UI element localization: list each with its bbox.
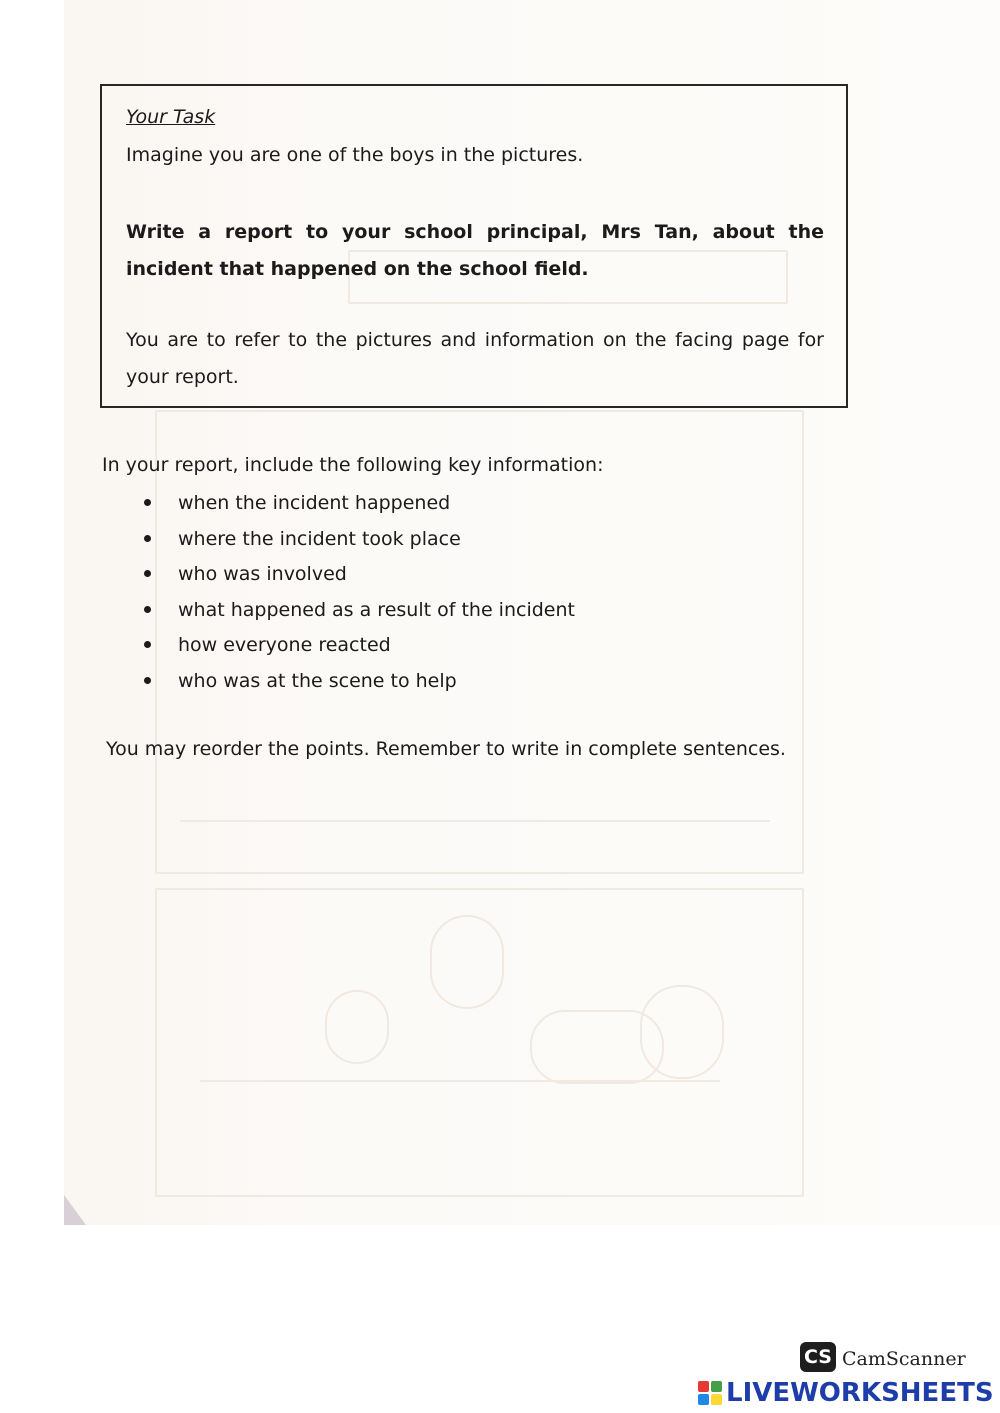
task-refer-note: You are to refer to the pictures and information on the facing page for your report. — [126, 329, 824, 388]
logo-tile — [711, 1381, 722, 1392]
task-intro: Imagine you are one of the boys in the pictures. — [126, 144, 584, 166]
showthrough-line — [180, 820, 770, 822]
showthrough-figure — [325, 990, 389, 1064]
list-item — [140, 595, 575, 631]
list-item-text: how everyone reacted — [178, 634, 391, 657]
list-item-text: who was involved — [178, 563, 347, 586]
logo-tile — [711, 1394, 722, 1405]
liveworksheets-watermark: LIVEWORKSHEETS — [726, 1378, 994, 1408]
bullet-icon — [144, 570, 151, 577]
key-info-list — [140, 488, 575, 702]
list-item — [140, 666, 575, 702]
list-item — [140, 524, 575, 560]
list-item — [140, 630, 575, 666]
task-title: Your Task — [126, 106, 216, 128]
list-item-text: when the incident happened — [178, 492, 451, 514]
showthrough-figure — [430, 915, 504, 1009]
task-instruction: Write a report to your school principal, Mrs Tan, about the incident that happened on the school field. — [126, 221, 824, 280]
task-box — [100, 84, 848, 408]
closing-instruction: You may reorder the points. Remember to write in complete sentences. — [106, 738, 786, 760]
bullet-icon — [144, 499, 151, 506]
key-info-intro: In your report, include the following key information: — [102, 454, 604, 476]
list-item-text: what happened as a result of the incident — [178, 598, 575, 621]
list-item-text: who was at the scene to help — [178, 669, 457, 692]
list-item — [140, 559, 575, 595]
bullet-icon — [144, 606, 151, 613]
list-item — [140, 488, 575, 524]
logo-tile — [698, 1381, 709, 1392]
camscanner-watermark: CamScanner — [842, 1348, 966, 1370]
showthrough-figure — [640, 985, 724, 1079]
camscanner-logo-icon: CS — [800, 1342, 836, 1372]
bullet-icon — [144, 641, 151, 648]
list-item-text: where the incident took place — [178, 527, 461, 550]
logo-tile — [698, 1394, 709, 1405]
liveworksheets-logo-icon — [698, 1381, 722, 1405]
bullet-icon — [144, 535, 151, 542]
page-corner-fold — [64, 1195, 86, 1225]
bullet-icon — [144, 677, 151, 684]
